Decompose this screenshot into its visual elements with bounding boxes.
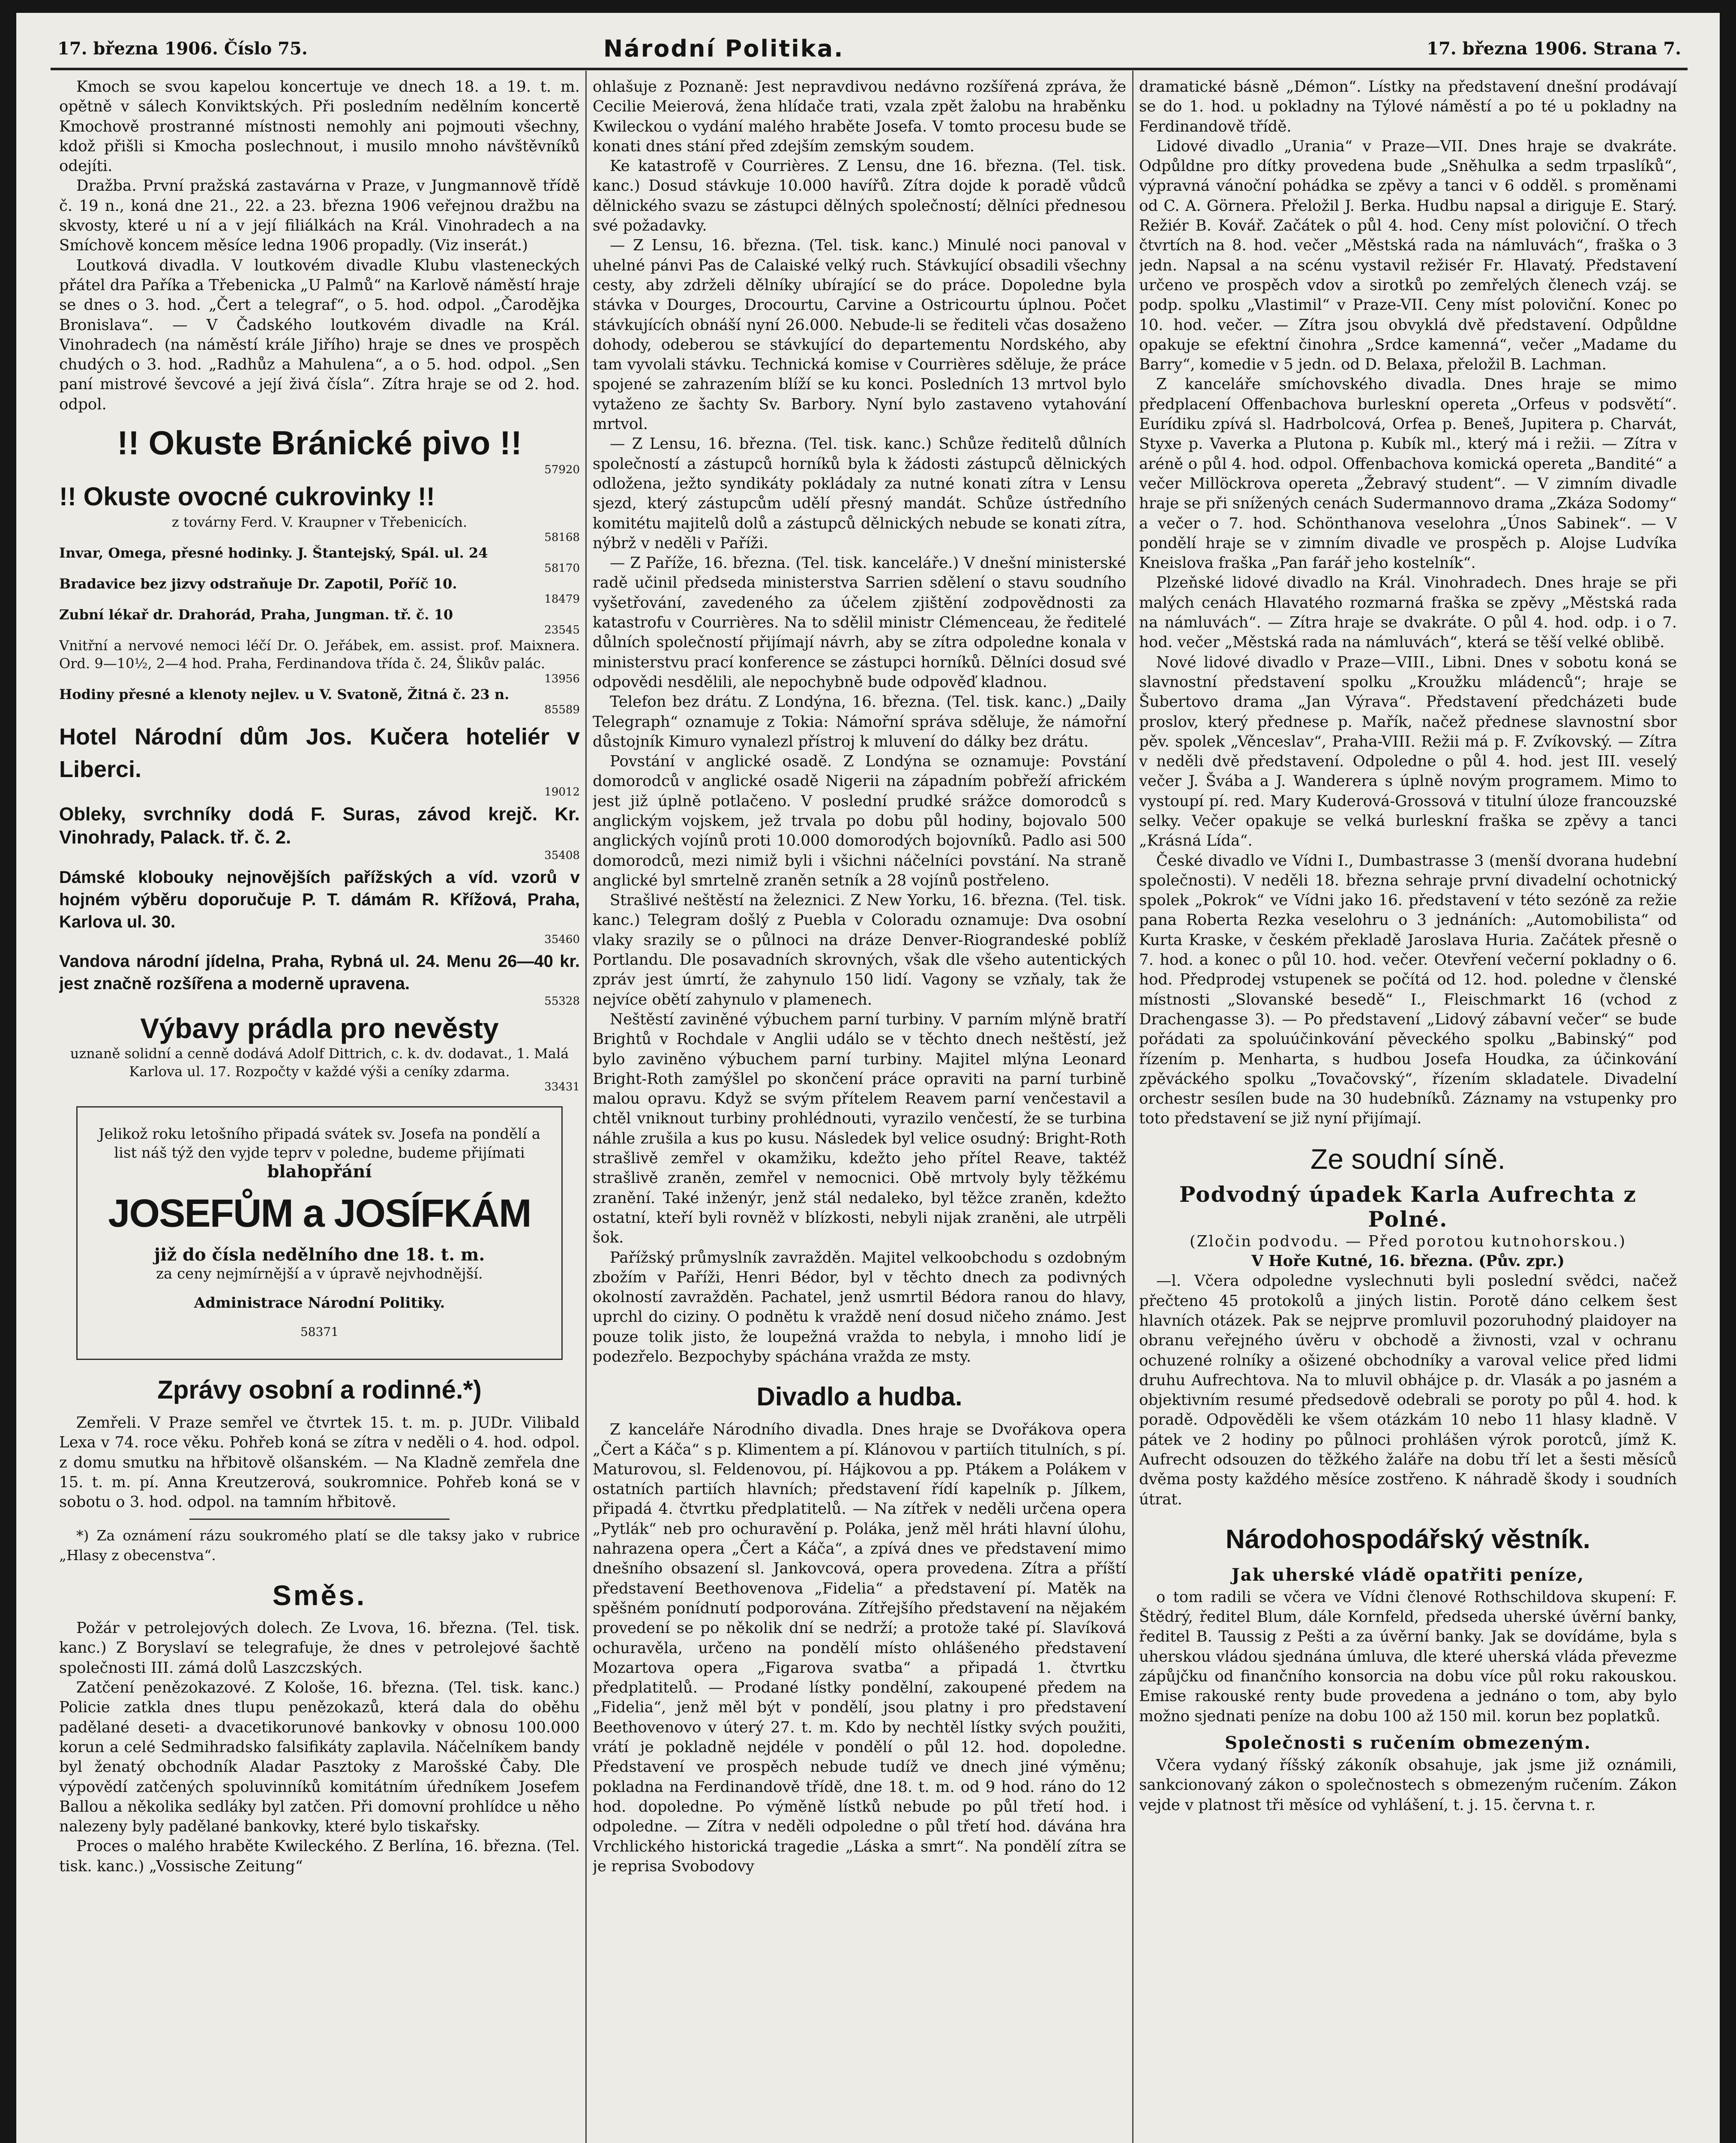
article-lens-2: — Z Lensu, 16. března. (Tel. tisk. kanc.) Schůze ředitelů důlních společností a zástupců horníků byla k žádosti zástupců dělnických odložena, ježto syndikáty pokládaly za nutné konati zítra v Lensu sjezd, který zástupcům udělí přesný mandát. Schůze ústředního komitétu majitelů dolů a zástupců dělnických nebude se konati zítra, nýbrž v neděli v Paříži. — [593, 435, 1126, 552]
article-plzenske-divadlo: Plzeňské lidové divadlo na Král. Vinohradech. Dnes hraje se při malých cenách Hlavatého rozmarná fraška se zpěvy „Městská rada na námluvách“. — Zítra hraje se dvakráte. O půl 4. hod. odp. i o 7. hod. večer „Městská rada na námluvách“, která se těší velké oblibě. — [1139, 574, 1677, 651]
article-telefon: Telefon bez drátu. Z Londýna, 16. března. (Tel. tisk. kanc.) „Daily Telegraph“ oznamuje z Tokia: Námořní správa sděluje, že námořní důstojník Kimuro vynalezl přístroj k mluvení do dálky bez drátu. — [593, 693, 1126, 750]
ad-number: 58371 — [300, 1325, 339, 1339]
ad-vybavy-pradla: Výbavy prádla pro nevěsty — [140, 1012, 499, 1044]
ad-number: 35460 — [544, 933, 580, 946]
box-text: Jelikož roku letošního připadá svátek sv. Josefa na pondělí a list náš týž den vyjde teprv v poledne, budeme přijímati — [98, 1126, 541, 1162]
column-1 — [59, 77, 580, 2143]
column-divider — [585, 71, 587, 2143]
ad-number: 13956 — [544, 672, 580, 686]
subheading: Společnosti s ručením obmezeným. — [1225, 1732, 1591, 1753]
masthead-title: Národní Politika. — [603, 35, 844, 62]
header-rule — [51, 68, 1688, 70]
newspaper-page — [16, 13, 1720, 2143]
subheading-note: (Zločin podvodu. — Před porotou kutnohorskou.) — [1189, 1232, 1627, 1250]
article-demon: dramatické básně „Démon“. Lístky na představení dnešní prodávají se do 1. hod. u pokladny na Týlové náměstí a po té u pokladny na Ferdinandově třídě. — [1139, 78, 1677, 135]
footnote: *) Za oznámení rázu soukromého platí se dle taksy jako v rubrice „Hlasy z obecenstva“. — [59, 1527, 580, 1564]
box-text: za ceny nejmírnější a v úpravě nejvhodnější. — [156, 1265, 483, 1283]
article-loutkova-divadla: Loutková divadla. V loutkovém divadle Klubu vlasteneckých přátel dra Paříka a Třebenicka „U Palmů“ na Karlově náměstí hraje se dnes o 3. hod. „Čert a telegraf“, o 5. hod. odpol. „Čarodějka Bronislava“. — V Čadského loutkovém divadle na Král. Vinohradech (na náměstí krále Jiřího) hraje se dnes ve prospěch chudých o 3. hod. „Radhůz a Mahulena“, a o 5. hod. odpol. „Sen paní mistrové ševcové a její živá čísla“. Zítra hraje se od 2. hod. odpol. — [59, 256, 580, 413]
subheading: Jak uherské vládě opatřiti peníze, — [1231, 1564, 1585, 1585]
section-heading: Národohospodářský věstník. — [1225, 1524, 1591, 1554]
article-uherska-vlada: o tom radili se včera ve Vídni členové Rothschildova skupení: F. Štědrý, ředitel Blum, dále Kornfeld, předseda uherské úvěrní banky, ředitel B. Taussig z Pešti a za úvěrní banky. Jak se dovídáme, byla s uherskou vládou sjednána úmluva, dle které uherská vláda převezme zápůjčku od finančního konsorcia na dobu více půl roku rakouskou. Emise rakouské renty bude provedena a jednáno o tom, aby bylo možno sjednati peníze na dobu 100 až 150 mil. korun bez poplatků. — [1139, 1588, 1677, 1725]
ad-obleky: Obleky, svrchníky dodá F. Suras, závod krejč. Kr. Vinohrady, Palack. tř. č. 2. — [59, 804, 580, 848]
ad-bradavice: Bradavice bez jizvy odstraňuje Dr. Zapotil, Poříč 10. — [59, 576, 457, 592]
ad-number: 85589 — [544, 703, 580, 717]
header-date-page: 17. března 1906. Strana 7. — [1427, 39, 1681, 59]
article-nestesti-zeleznice: Strašlivé neštěstí na železnici. Z New Yorku, 16. března. (Tel. tisk. kanc.) Telegram došlý z Puebla v Coloradu oznamuje: Dva osobní vlaky srazily se o půlnoci na dráze Denver-Riograndeské poblíž Portlandu. Dle posavadních skrovných, však dle všeho autentických zpráv jest úmrtí, že zahynulo 150 lidí. Vagony se vzňaly, tak že nejvíce obětí zahynulo v plamenech. — [593, 891, 1126, 1008]
ad-number: 58168 — [544, 531, 580, 544]
article-courrieres: Ke katastrofě v Courrières. Z Lensu, dne 16. března. (Tel. tisk. kanc.) Dosud stávkuje 10.000 havířů. Zítra dojde k poradě vůdců dělnického svazu se zástupci dělných společností; dělníci přednesou své požadavky. — [593, 157, 1126, 235]
box-text: již do čísla nedělního dne 18. t. m. — [154, 1245, 485, 1265]
column-divider — [1132, 71, 1133, 2143]
ad-svaton: Hodiny přesné a klenoty nejlev. u V. Svatoně, Žitná č. 23 n. — [59, 686, 510, 703]
box-text: blahopřání — [267, 1162, 372, 1182]
ad-number: 35408 — [544, 849, 580, 862]
article-videnske-divadlo: České divadlo ve Vídni I., Dumbastrasse 3 (menší dvorana hudební společnosti). V neděli 18. března sehraje první divadelní ochotnický spolek „Pokrok“ ve Vídni jako 16. představení v této sezóně za režie pana Roberta Rezka veselohru o 3 jednáních: „Automobilista“ od Kurta Kraske, v českém překladě Jaroslava Huria. Začátek přesně o 7. hod. a konec o půl 10. hod. večer. Otevření večerní pokladny o 6. hod. Předprodej vstupenek se počítá od 12. hod. poledne v členské místnosti „Slovanské besedě“ I., Fleischmarkt 16 (vchod z Drachengasse 3). — Po představení „Lidový zábavní večer“ se bude pořádati za spoluúčinkování pěveckého spolku „Babinský“ pod řízením p. Menharta, s hudbou Josefa Houdka, za účinkování zpěváckého spolku „Tovačovský“, řízením skladatele. Divadelní orchestr sesílen bude na 30 hudebníků. Záznamy na vstupenky pro toto představení se již nyní přijímají. — [1139, 852, 1677, 1128]
ad-damske-klobouky: Dámské klobouky nejnovějších pařížských a víd. vzorů v hojném výběru doporučuje P. T. dámám R. Křížová, Praha, Karlova ul. 30. — [59, 868, 580, 932]
section-heading: Zprávy osobní a rodinné.*) — [157, 1375, 482, 1405]
article-prumyslnik: Pařížský průmyslník zavražděn. Majitel velkoobchodu s ozdobným zbožím v Paříži, Henri Bédor, byl v těchto dnech za podivných okolností zavražděn. Pachatel, jenž usmrtil Bédora ranou do hlavy, uprchl do ciziny. O podnětu k vraždě není dosud ničeho známo. Jest pouze tolik jisto, že loupežná vražda to nebyla, i mnoho lidí je podezřelo. Bezpochyby spáchána vražda ze msty. — [593, 1249, 1126, 1366]
ad-number: 33431 — [544, 1081, 580, 1094]
article-spolecnosti: Včera vydaný říšský zákoník obsahuje, jak jsme již oznámili, sankcionovaný zákon o společnostech s obmezeným ručením. Zákon vejde v platnost tři měsíce od vyhlášení, t. j. 15. června t. r. — [1139, 1756, 1677, 1814]
column-2 — [593, 77, 1126, 2143]
ad-number: 58170 — [544, 562, 580, 575]
article-penezokazove: Zatčení penězokazové. Z Kološe, 16. března. (Tel. tisk. kanc.) Policie zatkla dnes tlupu penězokazů, která dala do oběhu padělané deseti- a dvacetikorunové bankovky v obnosu 100.000 korun a celé Sedmihradsko falsifikáty zaplavila. Náčelníkem bandy byl ženatý obchodník Aladar Pasztoky z Marošské Čaby. Dle výpovědí zatčených spoluvinníků komitátním úředníkem Josefem Ballou a několika sedláky byl zatčen. Při domovní prohlídce u něho nalezeny byly padělané bankovky, které bylo tiskařsky. — [59, 1679, 580, 1836]
ad-cukrovinky: !! Okuste ovocné cukrovinky !! — [59, 482, 435, 511]
article-kwilecki: Proces o malého hraběte Kwileckého. Z Berlína, 16. března. (Tel. tisk. kanc.) „Vossische Zeitung“ — [59, 1837, 580, 1875]
ad-zubni-lekar: Zubní lékař dr. Drahorád, Praha, Jungman. tř. č. 10 — [59, 606, 453, 623]
article-turbina: Neštěstí zaviněné výbuchem parní turbiny. V parním mlýně bratří Brightů v Rochdale v Anglii událo se v těchto dnech neštěstí, jež bylo zaviněno výbuchem parní turbiny. Majitel mlýna Leonard Bright-Roth zamýšlel po skončení práce opraviti na parní turbině malou opravu. Když se svým přítelem Reavem parní venčestavil a chtěl vniknout turbiny prohlédnouti, vyrazilo venčestí, že se turbina náhle zrušila a kus po kusu. Následek byl velice osudný: Bright-Roth strašlivě zemřel v okamžiku, kdežto jeho přítel Reave, taktéž strašlivě zraněn, zemřel v nemocnici. Obě mrtvoly byly těžkému zranění. Také inženýr, jenž stál nedaleko, byl těžce zraněn, kdežto ostatní, kteří byli rovněž v blízkosti, nebyli nijak zraněni, ale utrpěli šok. — [593, 1010, 1126, 1247]
article-kmoch: Kmoch se svou kapelou koncertuje ve dnech 18. a 19. t. m. opětně v sálech Konviktských. Při posledním nedělním koncertě Kmochově prostranné místnosti nemohly ani pojmouti všechny, kdož přišli si Kmocha poslechnout, i musilo mnoho návštěvníků odejíti. — [59, 78, 580, 175]
announcement-box — [76, 1106, 563, 1360]
article-kwilecki-cont: ohlašuje z Poznaně: Jest nepravdivou nedávno rozšířená zpráva, že Cecilie Meierová, žena hlídače trati, vzala zpět žalobu na hraběnku Kwileckou o vydání malého hraběte Josefa. V tomto procesu bude se konati dnes stání před zdejším zemským soudem. — [593, 78, 1126, 155]
article-pariz: — Z Paříže, 16. března. (Tel. tisk. kanceláře.) V dnešní ministerské radě učinil předseda ministerstva Sarrien sdělení o stavu soudního vyšetřování, zavedeného za účelem zjištění zodpovědnosti za katastrofu v Courrières. Na to sdělil ministr Clémenceau, že ředitelé důlních společností přijímají návrh, aby se zítra odpoledne konala v ministerstvu prací konference se zástupci horníků. Dělníci dosud své odpovědi nesdělili, ale nepochybně bude odpověď kladnou. — [593, 554, 1126, 691]
box-headline: JOSEFŮM a JOSÍFKÁM — [108, 1192, 531, 1236]
ad-number: 55328 — [544, 995, 580, 1008]
subheading: Podvodný úpadek Karla Aufrechta z Polné. — [1179, 1181, 1637, 1232]
article-povstani: Povstání v anglické osadě. Z Londýna se oznamuje: Povstání domorodců v anglické osadě Nigerii na západním pobřeží africkém jest již úplně potlačeno. V poslední prudké srážce domorodců s anglickým vojskem, jež trvala po dobu půl hodiny, bojovalo 500 anglických vojínů proti 10.000 domorodých bojovníků. Padlo asi 500 domorodců, mezi nimiž byli i všichni náčelníci povstání. Na straně anglické byl smrtelně zraněn setník a 28 vojínů postřeleno. — [593, 753, 1126, 889]
ad-number: 19012 — [544, 786, 580, 799]
ad-hotel-narodni-dum: Hotel Národní dům Jos. Kučera hoteliér v Liberci. — [59, 724, 580, 783]
header-date-issue: 17. března 1906. Číslo 75. — [57, 39, 308, 59]
article-urania: Lidové divadlo „Urania“ v Praze—VII. Dnes hraje se dvakráte. Odpůldne pro dítky provedena bude „Sněhulka a sedm trpaslíků“, výpravná vánoční pohádka se zpěvy a tanci v 6 odděl. s proměnami od C. A. Görnera. Přeložil J. Berka. Hudbu napsal a diriguje E. Starý. Režiér B. Kovář. Začátek o půl 4. hod. Ceny míst poloviční. O třech čtvrtích na 8. hod. večer „Městská rada na námluvách“, fraška o 3 jedn. Napsal a na scénu vystavil režisér Fr. Hlavatý. Představení určeno ve prospěch vdov a sirotků po zemřelých členech vzáj. se podp. spolku „Vlastimil“ v Praze-VII. Ceny míst poloviční. Konec po 10. hod. večer. — Zítra jsou obvyklá dvě představení. Odpůldne opakuje se efektní činohra „Srdce kamenná“, večer „Madame du Barry“, komedie v 5 jedn. od D. Belaxa, přeložil B. Lachman. — [1139, 137, 1677, 374]
article-aufrecht: —l. Včera odpoledne vyslechnuti byli poslední svědci, načež přečteno 45 protokolů a jiných listin. Porotě dáno celkem šest hlavních otázek. Pak se nejprve promluvil pozoruhodný plaidoyer na obranu veřejného úvěru v obchodě a živnosti, vzal v ochranu ochuzené rolníky a ošizené obchodníky a varoval velice před lidmi druhu Aufrechtova. Na to mluvil obhájce p. dr. Vlasák a po jasném a objektivním resumé předsedově odebrali se poroty po půl 4. hod. k poradě. Odpověděli ke všem otázkám 10 nebo 11 hlasy kladně. V pátek ve 2 hodiny po půlnoci prohlášen výrok porotců, jímž K. Aufrecht odsouzen do těžkého žaláře na dobu tří let a šesti měsíců dvěma posty každého měsíce zostřeno. K náhradě škody i soudních útrat. — [1139, 1272, 1677, 1508]
article-zemreli: Zemřeli. V Praze semřel ve čtvrtek 15. t. m. p. JUDr. Vilibald Lexa v 74. roce věku. Pohřeb koná se zítra v neděli o 4. hod. odpol. z domu smutku na hřbitově olšanském. — Na Kladně zemřela dne 15. t. m. pí. Anna Kreutzerová, soukromnice. Pohřeb koná se v sobotu o 3. hod. odpol. na tamním hřbitově. — [59, 1414, 580, 1511]
dateline: V Hoře Kutné, 16. března. (Pův. zpr.) — [1251, 1252, 1565, 1270]
divider — [189, 1519, 450, 1520]
ad-branicke-pivo: !! Okuste Bránické pivo !! — [117, 424, 522, 462]
article-pozar: Požár v petrolejových dolech. Ze Lvova, 16. března. (Tel. tisk. kanc.) Z Boryslaví se telegrafuje, že dnes v petrolejové šachtě společnosti III. zámá dolů Laszczských. — [59, 1619, 580, 1677]
column-3 — [1139, 77, 1677, 2143]
article-lens-1: — Z Lensu, 16. března. (Tel. tisk. kanc.) Minulé noci panoval v uhelné pánvi Pas de Calaiské velký ruch. Stávkující obsadili všechny cesty, aby zdrželi dělníky ubírající se do práce. Dopoledne byla stávka v Dourges, Drocourtu, Carvine a Ostricourtu úplnou. Počet stávkujících obnáší nyní 26.000. Nebude-li se řediteli včas dosaženo dohody, odeberou se stávkující do departementu Nordského, aby tam vyvolali stávku. Technická komise v Courrières sděluje, že práce spojené se zahrazením blíží se ku konci. Posledních 13 mrtvol bylo vytaženo ze šachty Sv. Barbory. Nyní bylo zastaveno vytahování mrtvol. — [593, 237, 1126, 433]
ad-hodinky: Invar, Omega, přesné hodinky. J. Štantejský, Spál. ul. 24 — [59, 545, 488, 561]
box-signature: Administrace Národní Politiky. — [194, 1294, 445, 1312]
article-narodni-divadlo: Z kanceláře Národního divadla. Dnes hraje se Dvořákova opera „Čert a Káča“ s p. Klimentem a pí. Klánovou v partiích titulních, s pí. Maturovou, sl. Feldenovou, pí. Hájkovou a pp. Ptákem a Polákem v ostatních partiích hlavních; představení řídí kapelník p. Jílkem, připadá 4. čtvrtku předplatitelů. — Na zítřek v neděli určena opera „Pytlák“ neb pro ochuravění p. Poláka, jenž měl hráti hlavní úlohu, nahrazena opera „Čert a Káča“, a zpívá dnes ve představení mimo dnešního obsazení sl. Jankovcová, opera provedena. Zítra a příští představení Beethovenova „Fidelia“ a představení pí. Matěk na spěšném ponídnutí podporována. Zítřejšího představení na nějakém provedení se po několik dní se nedrží; a protože také pí. Slavíková ochuravěla, určeno na pondělí místo ohlášeného představení Mozartova opera „Figarova svatba“ a připadá 1. čtvrtku předplatitelů. — Prodané lístky pondělní, zakoupené předem na „Fidelia“, jenž měl být v pondělí, jsou platny i pro představení Beethovenovo v úterý 27. t. m. Kdo by nechtěl lístky svých použiti, vrátí je pokladně nejdéle v pondělí o půl 12. hod. dopoledne. Představení ve prospěch nebude tudíž ve dnech jiné výměnu; pokladna na Ferdinandově třídě, dne 18. t. m. od 9 hod. ráno do 12 hod. dopoledne. Po výměně lístků nebude po půl třetí hod. i odpoledne. — Zítra v neděli odpoledne o půl třetí hod. dávána hra Vrchlického historická tragedie „Láska a smrt“. Na pondělí zítra se je reprisa Svobodovy — [593, 1421, 1126, 1875]
ad-number: 57920 — [544, 463, 580, 477]
article-smichov: Z kanceláře smíchovského divadla. Dnes hraje se mimo předplacení Offenbachova burleskní opereta „Orfeus v podsvětí“. Eurídiku zpívá sl. Hadrbolcová, Orfea p. Beneš, Jupitera p. Charvát, Styxe p. Vaverka a Plutona p. Kubík ml., který má i režii. — Zítra v aréně o půl 4. hod. odpol. Offenbachova komická opereta „Bandité“ a večer Millöckrova opereta „Žebravý student“. — V zimním divadle hraje se při snížených cenách Sudermannovo drama „Zkáza Sodomy“ a večer o 7. hod. Schönthanova veselohra „Únos Sabinek“. — V pondělí hraje se v zimním divadle ve prospěch p. Alojse Ludvíka Kneislova fraška „Pan farář jeho kostelník“. — [1139, 375, 1677, 572]
ad-jerabek: Vnitřní a nervové nemoci léčí Dr. O. Jeřábek, em. assist. prof. Maixnera. Ord. 9—10½, 2—4 hod. Praha, Ferdinandova třída č. 24, Šlikův palác. — [59, 637, 580, 672]
ad-number: 18479 — [544, 593, 580, 606]
section-heading: Směs. — [272, 1579, 367, 1612]
ad-vandova-jidelna: Vandova národní jídelna, Praha, Rybná ul. 24. Menu 26—40 kr. jest značně rozšířena a moderně upravena. — [59, 952, 580, 993]
ad-number: 23545 — [544, 624, 580, 637]
article-drazba: Dražba. První pražská zastavárna v Praze, v Jungmannově třídě č. 19 n., koná dne 21., 22. a 23. března 1906 veřejnou dražbu na skvosty, které u ní a v její filiálkách na Král. Vinohradech a na Smíchově koncem měsíce ledna 1906 propadly. (Viz inserát.) — [59, 177, 580, 255]
ad-vybavy-pradla-sub: uznaně solidní a cenně dodává Adolf Dittrich, c. k. dv. dodavat., 1. Malá Karlova ul. 17. Rozpočty v každé výši a ceníky zdarma. — [70, 1045, 569, 1080]
section-heading: Ze soudní síně. — [1310, 1143, 1505, 1175]
section-heading: Divadlo a hudba. — [756, 1382, 962, 1411]
article-libni: Nové lidové divadlo v Praze—VIII., Libni. Dnes v sobotu koná se slavnostní představení spolku „Kroužku mládenců“; hraje se Šubertovo drama „Jan Výrava“. Představení předcházeti bude proslov, který přednese p. Mařík, načež přednese slavnostní sbor pěv. spolek „Věnceslav“, Praha-VIII. Režii má p. F. Zvíkovský. — Zítra v neděli dvě představení. Odpoledne o půl 4. hod. jest III. veselý večer J. Švába a J. Wanderera s úplně novým programem. Mimo to vystoupí pí. red. Mary Kuderová-Grossová v titulní úloze francouzské selky. Večer opakuje se velká burleskní fraška se zpěvy a tanci „Krásná Lída“. — [1139, 653, 1677, 850]
ad-cukrovinky-sub: z továrny Ferd. V. Kraupner v Třebenicích. — [171, 514, 468, 531]
